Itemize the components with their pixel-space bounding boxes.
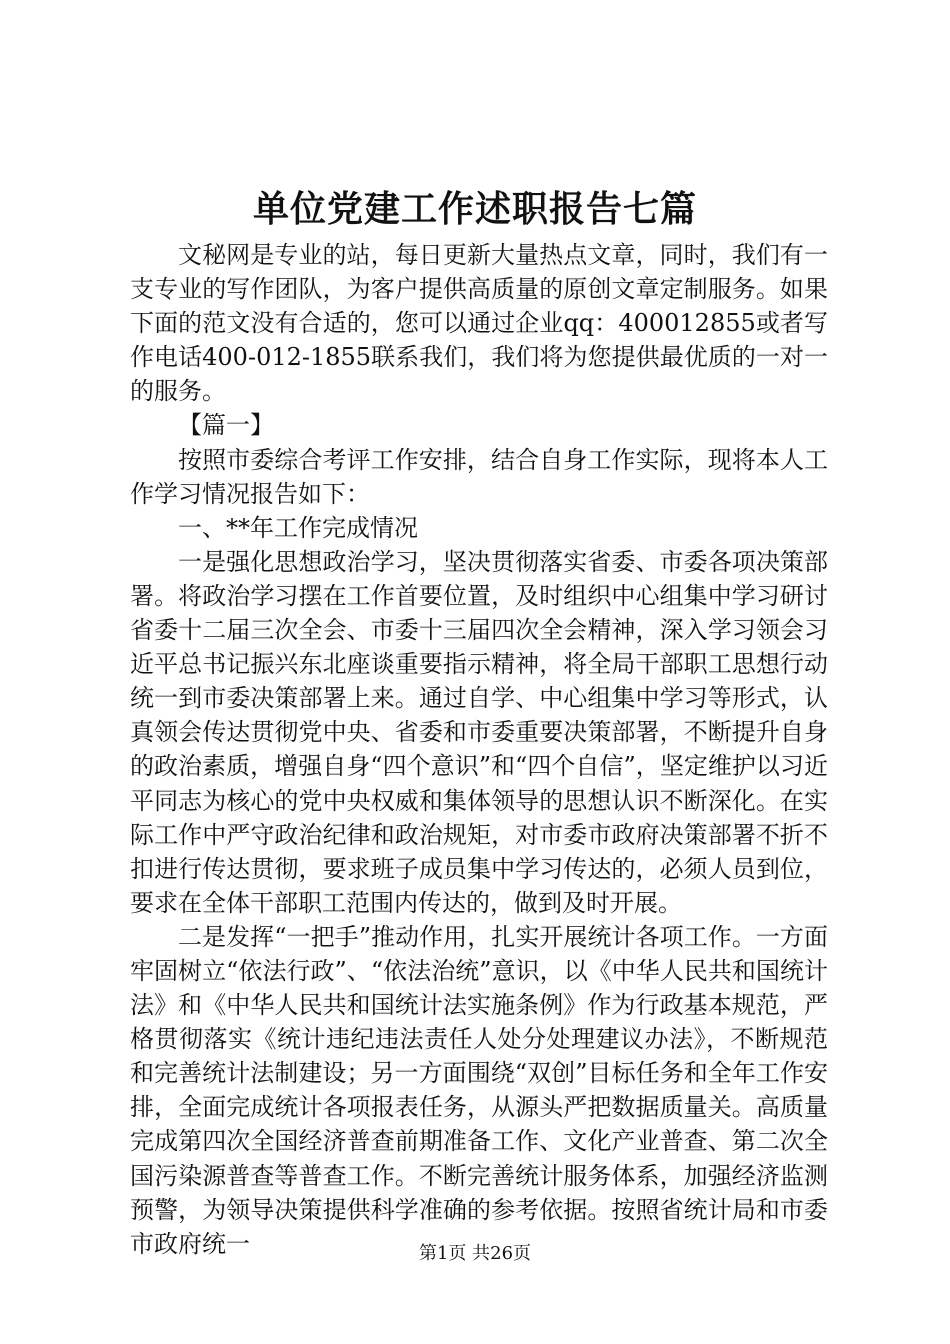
body-paragraph-2: 二是发挥“一把手”推动作用，扎实开展统计各项工作。一方面牢固树立“依法行政”、“依法治统”意识，以《中华人民共和国统计法》和《中华人民共和国统计法实施条例》作为行政基本规范，严格贯彻落实《统计违纪违法责任人处分处理建议办法》，不断规范和完善统计法制建设；另一方面围绕“双创”目标任务和全年工作安排，全面完成统计各项报表任务，从源头严把数据质量关。高质量完成第四次全国经济普查前期准备工作、文化产业普查、第二次全国污染源普查等普查工作。不断完善统计服务体系，加强经济监测预警，为领导决策提供科学准确的参考依据。按照省统计局和市委市政府统一: [130, 922, 828, 1258]
body-paragraph-1: 一是强化思想政治学习，坚决贯彻落实省委、市委各项决策部署。将政治学习摆在工作首要位置，及时组织中心组集中学习研讨省委十二届三次全会、市委十三届四次全会精神，深入学习领会习近平总书记振兴东北座谈重要指示精神，将全局干部职工思想行动统一到市委决策部署上来。通过自学、中心组集中学习等形式，认真领会传达贯彻党中央、省委和市委重要决策部署，不断提升自身的政治素质，增强自身“四个意识”和“四个自信”，坚定维护以习近平同志为核心的党中央权威和集体领导的思想认识不断深化。在实际工作中严守政治纪律和政治规矩，对市委市政府决策部署不折不扣进行传达贯彻，要求班子成员集中学习传达的，必须人员到位，要求在全体干部职工范围内传达的，做到及时开展。: [130, 547, 828, 917]
section-heading: 【篇一】: [178, 411, 274, 440]
document-title: 单位党建工作述职报告七篇: [252, 188, 697, 230]
intro-paragraph: 文秘网是专业的站，每日更新大量热点文章，同时，我们有一支专业的写作团队，为客户提供高质量的原创文章定制服务。如果下面的范文没有合适的，您可以通过企业qq：400012855或者写作电话400-012-1855联系我们，我们将为您提供最优质的一对一的服务。: [130, 241, 828, 406]
page-number-footer: 第1页 共26页: [418, 1243, 532, 1264]
opening-paragraph: 按照市委综合考评工作安排，结合自身工作实际，现将本人工作学习情况报告如下：: [130, 445, 828, 508]
document-body: [130, 238, 828, 1261]
subsection-heading: 一、**年工作完成情况: [178, 513, 418, 542]
